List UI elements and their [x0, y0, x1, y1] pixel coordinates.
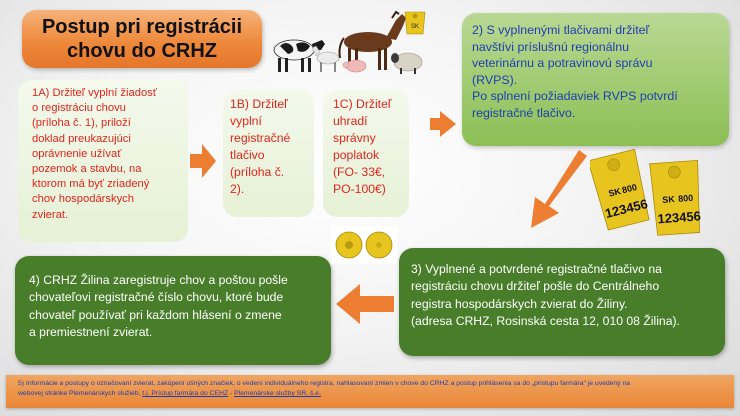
arrow-right-small-icon [430, 111, 456, 137]
step-1c-text: 1C) Držiteľ uhradí správny poplatok (FO- 33€, PO-100€) [333, 97, 392, 196]
arrow-down-left-icon [525, 150, 587, 230]
svg-text:123456: 123456 [603, 195, 650, 222]
step-4-text: 4) CRHZ Žilina zaregistruje chov a poštou pošle chovateľovi registračné číslo chovu, ktoré bude chovateľ používať pri každom hlásení o zmene a premiestnení zvierat. [29, 273, 288, 340]
step-2-text: 2) S vyplnenými tlačivami držiteľ navštívi príslušnú regionálnu veterinárnu a potravinovú správu (RVPS). Po splnení požiadaviek RVPS potvrdí registračné tlačivo. [472, 23, 678, 120]
arrow-left-icon [336, 284, 394, 324]
ear-tag-icon [400, 8, 430, 38]
footer-separator: - [228, 390, 235, 397]
ear-tags-large-icon [590, 140, 708, 242]
svg-text:123456: 123456 [657, 208, 702, 227]
svg-text:800: 800 [677, 192, 694, 204]
title-line-1: Postup pri registrácii [41, 16, 243, 38]
step-1a-box [18, 80, 188, 242]
farmer-access-link[interactable]: t.j. Prístup farmára do CEHZ [142, 390, 229, 397]
pig-icon [343, 60, 366, 72]
round-ear-tags-icon [331, 226, 397, 264]
step-1a-text: 1A) Držiteľ vyplní žiadosť o registráciu chovu (príloha č. 1), priloží doklad preukazujúci oprávnenie užívať pozemok a stavbu, na ktorom má byť zriadený chov hospodárskych zvierat. [32, 87, 157, 221]
footer-line-1: 5) Informácie a postupy o označovaní zvierat, zakúpení ušných značiek, o vedení individuálneho registra, nahlasovaní zmien v chove do CRHZ a postup prihlásenia sa do „pristupu farmára“ je uvedený na [18, 380, 631, 387]
step-2-box [462, 13, 729, 146]
step-3-text: 3) Vyplnené a potvrdené registračné tlačivo na registráciu chovu držiteľ pošle do Centrálneho registra hospodárskych zvierat do Žiliny. (adresa CRHZ, Rosinská cesta 12, 010 08 Žilina). [411, 262, 680, 329]
page-title [22, 10, 262, 68]
step-3-box [399, 248, 725, 356]
goat-icon [312, 46, 339, 72]
footer-line-2-prefix: webovej stránke Plemenárskych služieb, [18, 390, 143, 397]
title-line-2: chovu do CRHZ [67, 40, 217, 62]
step-1b-box [223, 90, 314, 217]
footer-info-box [6, 375, 734, 408]
step-4-box [15, 256, 331, 365]
footer-line-2 [18, 389, 728, 399]
svg-text:SK: SK [410, 24, 420, 30]
breeding-services-link[interactable]: Plemenárske služby SR, š.e. [234, 390, 321, 397]
arrow-right-icon [190, 144, 216, 178]
sheep-icon [391, 53, 422, 74]
step-1b-text: 1B) Držiteľ vyplní registračné tlačivo (príloha č. 2). [230, 97, 291, 196]
svg-text:800: 800 [620, 181, 638, 196]
step-1c-box [323, 90, 409, 217]
svg-text:SK: SK [661, 194, 676, 205]
svg-text:SK: SK [607, 185, 622, 199]
